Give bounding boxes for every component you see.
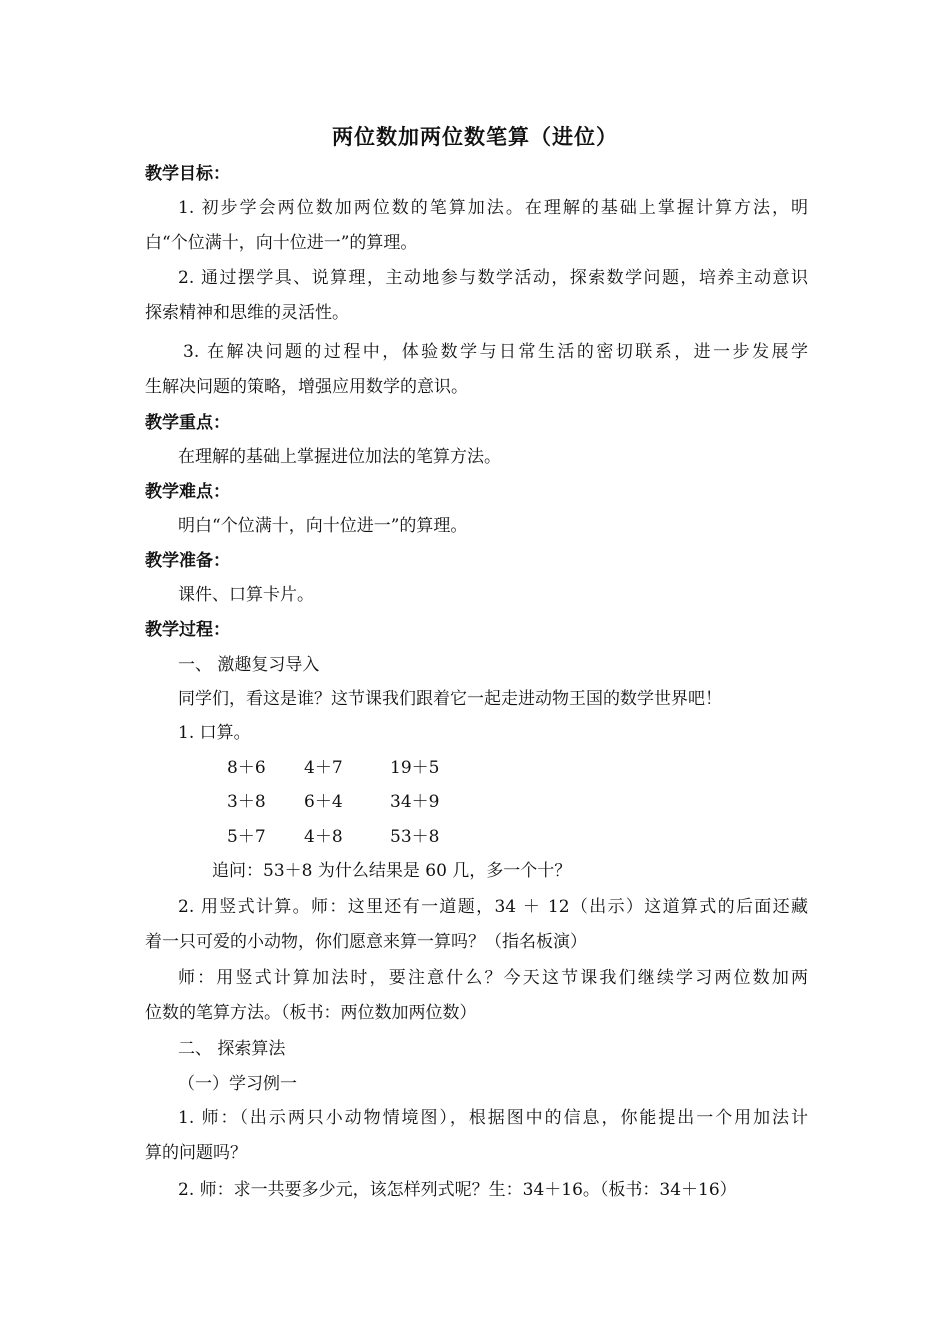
process-heading: 教学过程： — [145, 620, 230, 640]
oral-calc-item: 4＋8 — [304, 827, 343, 847]
oral-calc-item: 5＋7 — [227, 827, 266, 847]
oral-calc-item: 6＋4 — [304, 792, 343, 812]
document-title: 两位数加两位数笔算（进位） — [332, 125, 618, 149]
example-step-2: 2. 师：求一共要多少元，该怎样列式呢？生：34＋16。（板书：34＋16） — [178, 1180, 737, 1200]
oral-calc-item: 53＋8 — [390, 827, 440, 847]
preparation-text: 课件、口算卡片。 — [178, 585, 314, 605]
section-1-title: 一、 激趣复习导入 — [178, 655, 320, 675]
oral-calc-label: 1. 口算。 — [178, 723, 251, 743]
oral-calc-item: 3＋8 — [227, 792, 266, 812]
difficulty-heading: 教学难点： — [145, 482, 230, 502]
preparation-heading: 教学准备： — [145, 551, 230, 571]
goal-2-line-2: 探索精神和思维的灵活性。 — [145, 303, 349, 323]
example-step-1-line-1: 1. 师：（出示两只小动物情境图），根据图中的信息，你能提出一个用加法计 — [178, 1108, 808, 1128]
oral-calc-item: 19＋5 — [390, 758, 440, 778]
intro-text: 同学们，看这是谁？这节课我们跟着它一起走进动物王国的数学世界吧！ — [178, 689, 722, 709]
example-step-1-line-2: 算的问题吗？ — [145, 1143, 247, 1163]
goal-3-line-2: 生解决问题的策略，增强应用数学的意识。 — [145, 377, 468, 397]
key-point-text: 在理解的基础上掌握进位加法的笔算方法。 — [178, 447, 501, 467]
oral-calc-item: 8＋6 — [227, 758, 266, 778]
goals-heading: 教学目标： — [145, 164, 230, 184]
goal-3-line-1: 3. 在解决问题的过程中，体验数学与日常生活的密切联系，进一步发展学 — [183, 342, 808, 362]
difficulty-text: 明白“个位满十，向十位进一”的算理。 — [178, 516, 468, 536]
key-point-heading: 教学重点： — [145, 413, 230, 433]
goal-1-line-2: 白“个位满十，向十位进一”的算理。 — [145, 233, 418, 253]
vertical-calc-line-2: 着一只可爱的小动物，你们愿意来算一算吗？（指名板演） — [145, 932, 587, 952]
oral-calc-item: 34＋9 — [390, 792, 440, 812]
goal-2-line-1: 2. 通过摆学具、说算理，主动地参与数学活动，探索数学问题，培养主动意识 — [178, 268, 808, 288]
vertical-calc-line-1: 2. 用竖式计算。师：这里还有一道题，34 ＋ 12（出示）这道算式的后面还藏 — [178, 897, 808, 917]
section-2-title: 二、 探索算法 — [178, 1039, 286, 1059]
teacher-question-line-2: 位数的笔算方法。（板书：两位数加两位数） — [145, 1003, 477, 1023]
goal-1-line-1: 1. 初步学会两位数加两位数的笔算加法。在理解的基础上掌握计算方法，明 — [178, 198, 808, 218]
oral-calc-item: 4＋7 — [304, 758, 343, 778]
teacher-question-line-1: 师：用竖式计算加法时，要注意什么？今天这节课我们继续学习两位数加两 — [178, 968, 808, 988]
subsection-example-1: （一）学习例一 — [178, 1074, 297, 1094]
followup-question: 追问：53＋8 为什么结果是 60 几，多一个十？ — [212, 861, 572, 881]
